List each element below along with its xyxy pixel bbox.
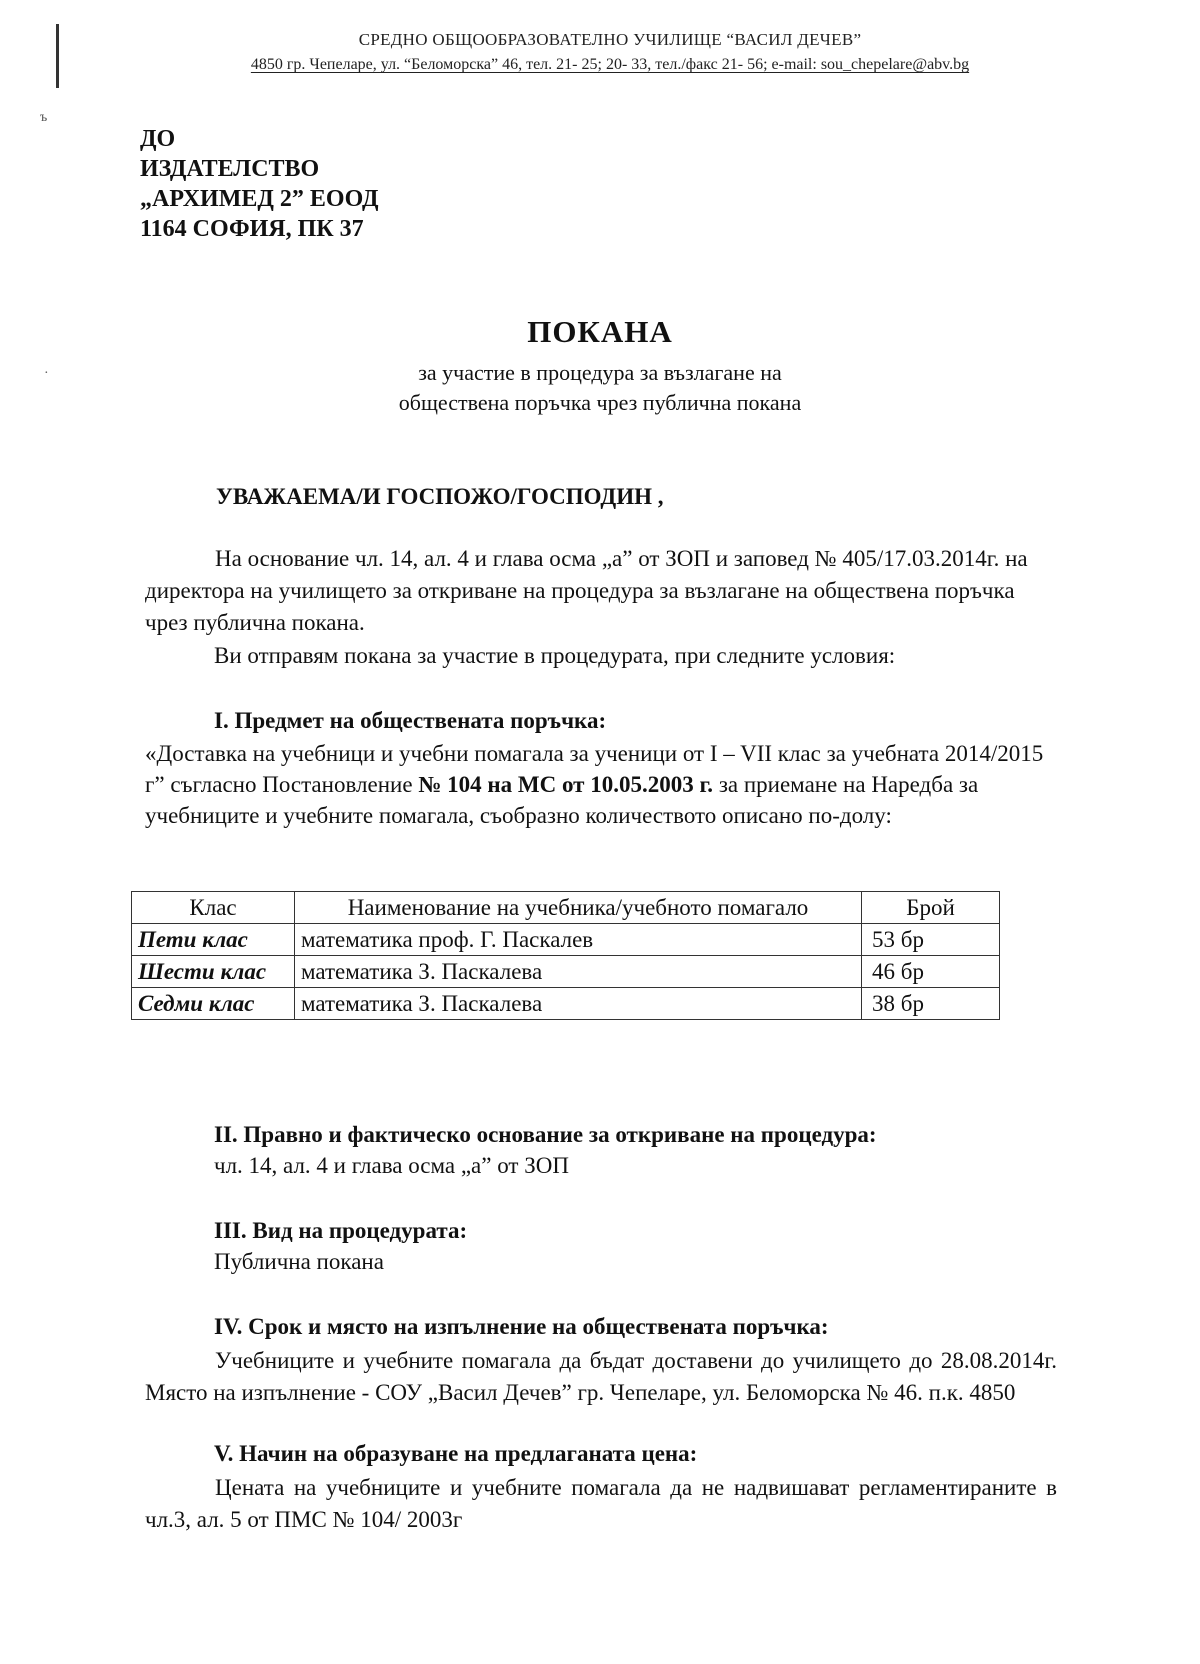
table-cell-count: 46 бр [862,956,1000,988]
section-heading: V. Начин на образуване на предлаганата цена: [214,1441,698,1466]
table-row [132,988,1000,1020]
document-subtitle [0,358,1200,418]
recipient-block [140,124,379,244]
table-row [132,956,1000,988]
school-address: 4850 гр. Чепеларе, ул. “Беломорска” 46, тел. 21- 25; 20- 33, тел./факс 21- 56; e-mail: sou_chepelare@abv.bg [250,56,970,73]
table-header-cell: Брой [862,892,1000,924]
textbook-table [131,891,1000,1020]
section-text-part: «Доставка на учебници и учебни помагала за ученици от I – VII клас за учебната 2014/2015 г” съгласно Постановление [145,741,1044,797]
intro-paragraph-2: Ви отправям покана за участие в процедурата, при следните условия: [214,643,896,668]
section-heading: ІІ. Правно и фактическо основание за откриване на процедура: [214,1122,877,1147]
table-cell-title: математика проф. Г. Паскалев [295,924,862,956]
table-cell-class: Шести клас [132,956,295,988]
table-cell-title: математика З. Паскалева [295,956,862,988]
table-header-row [132,892,1000,924]
intro-paragraph: На основание чл. 14, ал. 4 и глава осма „а” от ЗОП и заповед № 405/17.03.2014г. на директора на училището за откриване на процедура за възлагане на обществена поръчка чрез публична покана. [145,546,1028,635]
table-header-cell: Наименование на учебника/учебното помагало [295,892,862,924]
scan-speck: ъ [40,110,48,125]
section-text: Учебниците и учебните помагала да бъдат доставени до училището до 28.08.2014г. Място на изпълнение - СОУ „Васил Дечев” гр. Чепеларе, ул. Беломорска № 46. п.к. 4850 [145,1348,1057,1405]
table-header-cell: Клас [132,892,295,924]
salutation: УВАЖАЕМА/И ГОСПОЖО/ГОСПОДИН , [216,484,664,509]
section-text: Цената на учебниците и учебните помагала да не надвишават регламентираните в чл.3, ал. 5 от ПМС № 104/ 2003г [145,1475,1057,1532]
recipient-line: ИЗДАТЕЛСТВО [140,156,320,182]
scan-speck: · [44,366,49,381]
section-text-bold: № 104 на МС от 10.05.2003 г. [418,772,714,797]
recipient-line: „АРХИМЕД 2” ЕООД [140,186,379,212]
section-heading: ІV. Срок и място на изпълнение на обществената поръчка: [214,1314,829,1339]
table-row [132,924,1000,956]
section-text: чл. 14, ал. 4 и глава осма „а” от ЗОП [214,1153,569,1178]
recipient-line: ДО [140,126,176,152]
school-name: СРЕДНО ОБЩООБРАЗОВАТЕЛНО УЧИЛИЩЕ “ВАСИЛ ДЕЧЕВ” [358,30,862,49]
section-heading: І. Предмет на обществената поръчка: [214,708,607,733]
table-cell-class: Пети клас [132,924,295,956]
table-cell-class: Седми клас [132,988,295,1020]
section-text: Публична покана [214,1249,384,1274]
table-cell-count: 53 бр [862,924,1000,956]
section-heading: ІІІ. Вид на процедурата: [214,1218,468,1243]
table-cell-count: 38 бр [862,988,1000,1020]
recipient-line: 1164 СОФИЯ, ПК 37 [140,216,364,242]
section-text [145,738,1047,831]
subtitle-line: обществена поръчка чрез публична покана [398,390,802,415]
subtitle-line: за участие в процедура за възлагане на [418,360,782,385]
document-title: ПОКАНА [527,314,673,349]
scan-margin-mark [56,24,59,88]
section-text-part: за приемане на Наредба за учебниците и учебните помагала, съобразно количеството описано по-долу: [145,772,979,828]
table-cell-title: математика З. Паскалева [295,988,862,1020]
